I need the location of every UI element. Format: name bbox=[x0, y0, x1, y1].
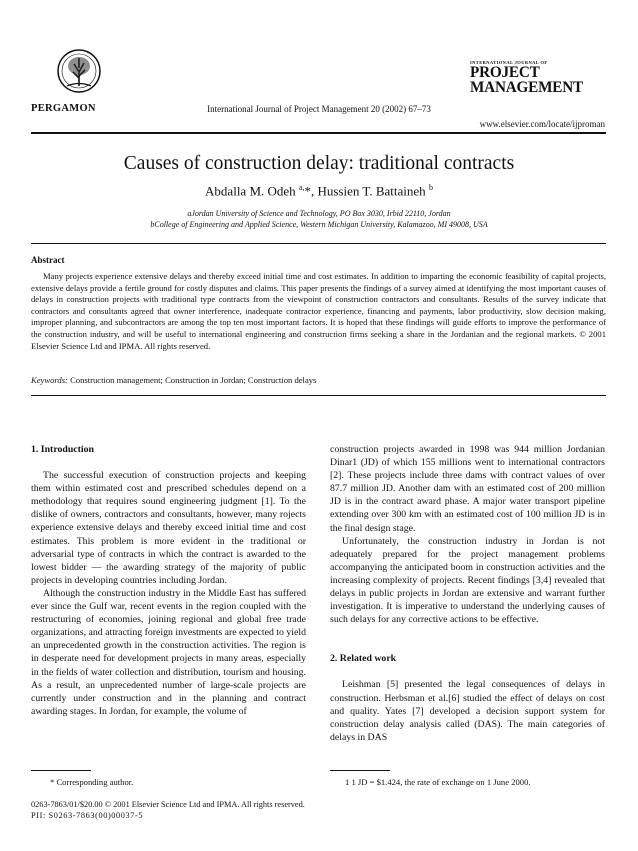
section-heading-introduction: 1. Introduction bbox=[31, 444, 94, 455]
intro-paragraph-4: Unfortunately, the construction industry in Jordan is not adequately prepared for the project management problems accompanying the anticipated boom in construction activities and the increasing complexity of projects. Recent findings [3,4] revealed that delays in public projects in Jordan are extensive and warrant further investigation. It is imperative to understand the underlying causes of such delays for any corrective actions to be effective. bbox=[330, 535, 605, 626]
pii-line: PII: S0263-7863(00)00037-5 bbox=[31, 811, 144, 820]
footnote-rule-right bbox=[330, 770, 390, 771]
copyright-line: 0263-7863/01/$20.00 © 2001 Elsevier Science Ltd and IPMA. All rights reserved. bbox=[31, 800, 305, 809]
elsevier-tree-logo bbox=[55, 48, 103, 94]
keywords-label: Keywords: bbox=[31, 375, 68, 385]
journal-title-line1: PROJECT bbox=[470, 64, 540, 81]
keywords-list: Construction management; Construction in Jordan; Construction delays bbox=[70, 375, 317, 385]
abstract-bottom-rule bbox=[31, 395, 606, 396]
article-title: Causes of construction delay: traditional contracts bbox=[123, 153, 515, 174]
journal-citation: International Journal of Project Management 20 (2002) 67–73 bbox=[207, 104, 431, 114]
footnote-exchange-rate: 1 1 JD = $1.424, the rate of exchange on 1 June 2000. bbox=[345, 777, 531, 787]
affiliation-a: aJordan University of Science and Technology, PO Box 3030, Irbid 22110, Jordan bbox=[187, 209, 451, 218]
publisher-name: PERGAMON bbox=[31, 103, 96, 114]
abstract-heading: Abstract bbox=[31, 255, 65, 265]
abstract-text: Many projects experience extensive delays and thereby exceed initial time and cost estimates. In addition to imparting the economic feasibility of capital projects, extensive delays provide a fertile ground for costly disputes and claims. This paper presents the findings of a survey aimed at identifying the most important causes of delays in construction projects with traditional type contracts from the viewpoint of construction contractors and consultants. Results of the survey indicate that contractors and consultants agreed that owner interference, inadequate contractor experience, financing and payments, labor productivity, slow decision making, improper planning, and subcontractors are among the top ten most important factors. It is hoped that these findings will guide efforts to improve the performance of the construction industry, and will be useful to international engineering and construction firms seeking a share in the Jordanian and the regional markets. © 2001 Elsevier Science Ltd and IPMA. All rights reserved. bbox=[31, 271, 606, 351]
journal-title-line2: MANAGEMENT bbox=[470, 79, 583, 96]
intro-paragraph-3: construction projects awarded in 1998 was 944 million Jordanian Dinar1 (JD) of which 155 millions went to international contractors [2]. These projects include three dams with contract values of over 87.7 million JD. Another dam with an estimated cost of 200 million JD is in the contract award phase. A major water transport pipeline extending over 300 km with an estimated cost of 100 million JD is in the final design stage. bbox=[330, 444, 605, 534]
article-authors: Abdalla M. Odeh $^{a,}$*, Hussien T. Battaineh $^b$ bbox=[205, 183, 433, 199]
footnote-corresponding-author: * Corresponding author. bbox=[50, 777, 134, 787]
right-column bbox=[330, 443, 605, 744]
header-rule bbox=[31, 132, 606, 134]
intro-paragraph-1: The successful execution of construction projects and keeping them within estimated cost and prescribed schedules depend on a methodology that requires sound engineering judgment [1]. To the dislike of owners, contractors and consultants, however, many rojects experience extensive delays and thereby exceed initial time and cost estimates. This problem is more evident in the traditional or adversarial type of contracts in which the contract is awarded to the lowest bidder — the awarding strategy of the majority of public projects in developing countries including Jordan. bbox=[31, 470, 306, 586]
affiliation-b: bCollege of Engineering and Applied Science, Western Michigan University, Kalamazoo, MI 49008, USA bbox=[150, 220, 488, 229]
abstract-top-rule bbox=[31, 243, 606, 244]
journal-url[interactable]: www.elsevier.com/locate/ijproman bbox=[479, 119, 605, 129]
section-heading-related-work: 2. Related work bbox=[330, 653, 397, 665]
left-column bbox=[31, 443, 306, 718]
keywords bbox=[31, 375, 606, 385]
journal-masthead bbox=[470, 60, 600, 95]
footnote-rule-left bbox=[31, 770, 91, 771]
intro-paragraph-2: Although the construction industry in the Middle East has suffered ever since the Gulf war, recent events in the region coupled with the restructuring of economies, joining regional and global free trade organizations, and attracting foreign investments are expected to yield an unprecedented growth in the construction activities. The region is in desperate need for development projects in many areas, especially in the fields of water collection and distribution, tourism and housing. As a result, an unprecedented number of large-scale projects are currently under construction and in the planning and contract awarding stages. In Jordan, for example, the volume of bbox=[31, 587, 306, 717]
journal-intl-label: INTERNATIONAL JOURNAL OF bbox=[470, 60, 548, 65]
related-work-paragraph-1: Leishman [5] presented the legal consequences of delays in construction. Herbsman et al.[6] studied the effect of delays on cost and quality. Yates [7] developed a decision support system for construction delay analysis called (DAS). The main categories of delays in DAS bbox=[330, 679, 605, 743]
